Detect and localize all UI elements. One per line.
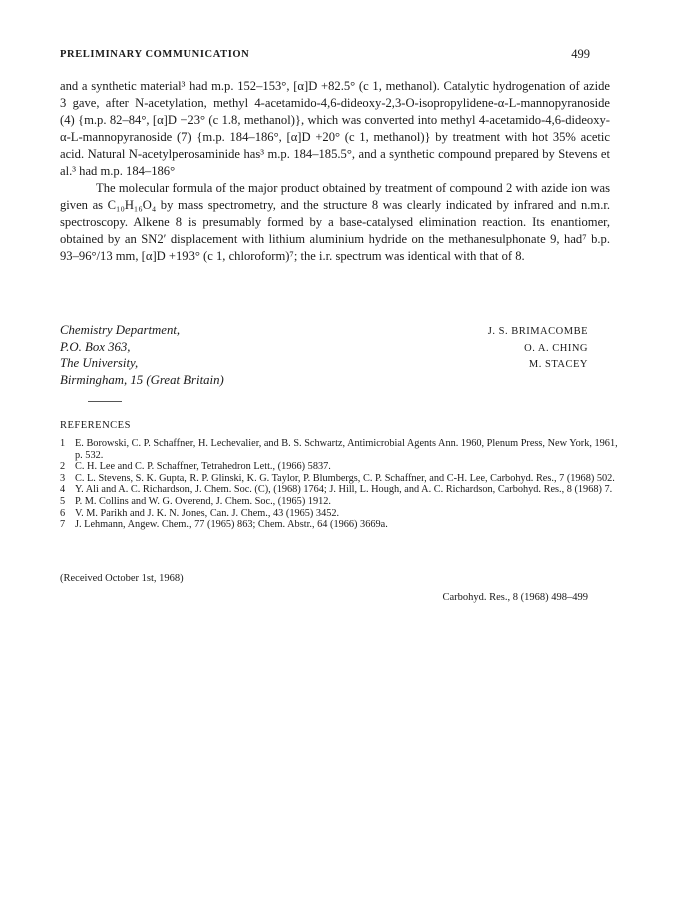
reference-number: 1 xyxy=(60,438,66,449)
reference-number: 7 xyxy=(60,519,66,531)
author-name: O. A. CHING xyxy=(524,342,588,354)
reference-number: 6 xyxy=(60,507,66,519)
reference-item xyxy=(60,519,620,531)
reference-number: 4 xyxy=(60,484,66,496)
author-name: M. STACEY xyxy=(528,359,588,370)
reference-number: 3 xyxy=(60,472,66,484)
page-number: 499 xyxy=(571,47,590,61)
reference-item xyxy=(60,438,620,461)
journal-citation: Carbohyd. Res., 8 (1968) 498–499 xyxy=(442,592,588,603)
affiliation-line: P.O. Box 363, xyxy=(60,339,131,354)
reference-number: 5 xyxy=(60,495,66,507)
references-heading: REFERENCES xyxy=(60,420,131,431)
body-text xyxy=(60,78,610,265)
reference-text: Y. Ali and A. C. Richardson, J. Chem. Soc. (C), (1968) 1764; J. Hill, L. Hough, and A. C. Richardson, Carbohyd. Res., 8 (1968) 7. xyxy=(75,484,613,496)
reference-text: E. Borowski, C. P. Schaffner, H. Lechevalier, and B. S. Schwartz, Antimicrobial Agents Ann. 1960, Plenum Press, New York, 1961, p. 532. xyxy=(75,438,618,461)
paragraph-1: and a synthetic material³ had m.p. 152–153°, [α]D +82.5° (c 1, methanol). Catalytic hydrogenation of azide 3 gave, after N-acetylation, methyl 4-acetamido-4,6-dideoxy-2,3-O-isopropylidene-α-L-mannopyranoside (4) {m.p. 82–84°, [α]D −23° (c 1.8, methanol)}, which was converted into methyl 4-acetamido-4,6-dideoxy-α-L-mannopyranoside (7) {m.p. 184–186°, [α]D +20° (c 1, methanol)} by treatment with hot 35% acetic acid. Natural N-acetylperosaminide has³ m.p. 184–185.5°, and a synthetic compound prepared by Stevens et al.³ had m.p. 184–186° xyxy=(60,79,610,178)
reference-item xyxy=(60,461,620,473)
reference-text: C. L. Stevens, S. K. Gupta, R. P. Glinski, K. G. Taylor, P. Blumbergs, C. P. Schaffner, and C-H. Lee, Carbohyd. Res., 7 (1968) 502. xyxy=(75,472,615,484)
reference-item xyxy=(60,496,620,508)
affiliation-line: Chemistry Department, xyxy=(60,323,181,337)
running-title: PRELIMINARY COMMUNICATION xyxy=(60,49,250,60)
affiliation xyxy=(60,322,224,388)
reference-item xyxy=(60,508,620,520)
reference-text: V. M. Parikh and J. K. N. Jones, Can. J. Chem., 43 (1965) 3452. xyxy=(75,507,340,519)
divider xyxy=(88,401,122,402)
reference-number: 2 xyxy=(60,461,66,473)
affiliation-line: The University, xyxy=(60,356,139,370)
reference-item xyxy=(60,484,620,496)
affiliation-line: Birmingham, 15 (Great Britain) xyxy=(60,372,224,387)
received-date: (Received October 1st, 1968) xyxy=(60,573,184,584)
reference-text: P. M. Collins and W. G. Overend, J. Chem. Soc., (1965) 1912. xyxy=(75,495,331,507)
author-name: J. S. BRIMACOMBE xyxy=(487,326,588,337)
reference-text: C. H. Lee and C. P. Schaffner, Tetrahedron Lett., (1966) 5837. xyxy=(75,461,331,473)
reference-item xyxy=(60,473,620,485)
author-list xyxy=(488,324,588,374)
reference-text: J. Lehmann, Angew. Chem., 77 (1965) 863; Chem. Abstr., 64 (1966) 3669a. xyxy=(75,519,388,531)
references-list xyxy=(60,438,620,531)
paragraph-2: The molecular formula of the major product obtained by treatment of compound 2 with azide ion was given as C₁₀H₁₆O₄ by mass spectrometry, and the structure 8 was clearly indicated by infrared and n.m.r. spectroscopy. Alkene 8 is presumably formed by a base-catalysed elimination reaction. Its enantiomer, obtained by an SN2′ displacement with lithium aluminium hydride on the methanesulphonate 9, had⁷ b.p. 93–96°/13 mm, [α]D +193° (c 1, chloroform)⁷; the i.r. spectrum was identical with that of 8. xyxy=(60,181,610,263)
